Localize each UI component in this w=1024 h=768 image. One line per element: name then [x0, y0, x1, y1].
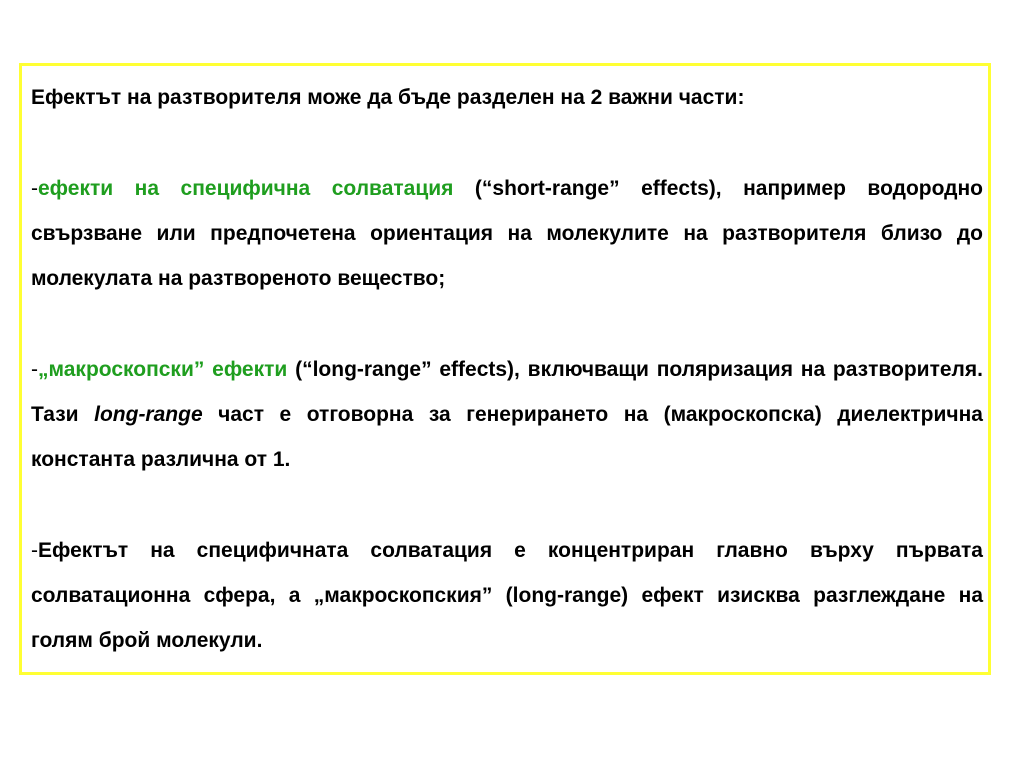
dash-marker: - — [31, 539, 38, 562]
item-summary — [31, 528, 983, 663]
spacer — [31, 301, 983, 347]
slide-content — [31, 75, 983, 663]
spacer — [31, 482, 983, 528]
item-long-range-text-b: част е отговорна за генерирането на (макроскопска) диелектрична константа различна от 1. — [31, 403, 983, 471]
intro-paragraph — [31, 75, 983, 120]
intro-text: Ефектът на разтворителя може да бъде разделен на 2 важни части: — [31, 86, 745, 109]
item-short-range — [31, 166, 983, 301]
highlight-macroscopic-effects: „макроскопски” ефекти — [38, 358, 288, 381]
dash-marker: - — [31, 177, 38, 200]
spacer — [31, 120, 983, 166]
dash-marker: - — [31, 358, 38, 381]
italic-long-range: long-range — [94, 403, 203, 426]
highlight-specific-solvation: ефекти на специфична солватация — [38, 177, 454, 200]
item-long-range — [31, 347, 983, 482]
item-summary-text: Ефектът на специфичната солватация е концентриран главно върху първата солватационна сфера, а „макроскопския” (long-range) ефект изисква разглеждане на голям брой молекули. — [31, 539, 983, 652]
item-short-range-text: (“short-range” effects), например водородно свързване или предпочетена ориентация на молекулите на разтворителя близо до молекулата на разтвореното вещество; — [31, 177, 983, 290]
item-long-range-text-a: (“long-range” effects), включващи поляризация на разтворителя. Тази — [31, 358, 983, 426]
